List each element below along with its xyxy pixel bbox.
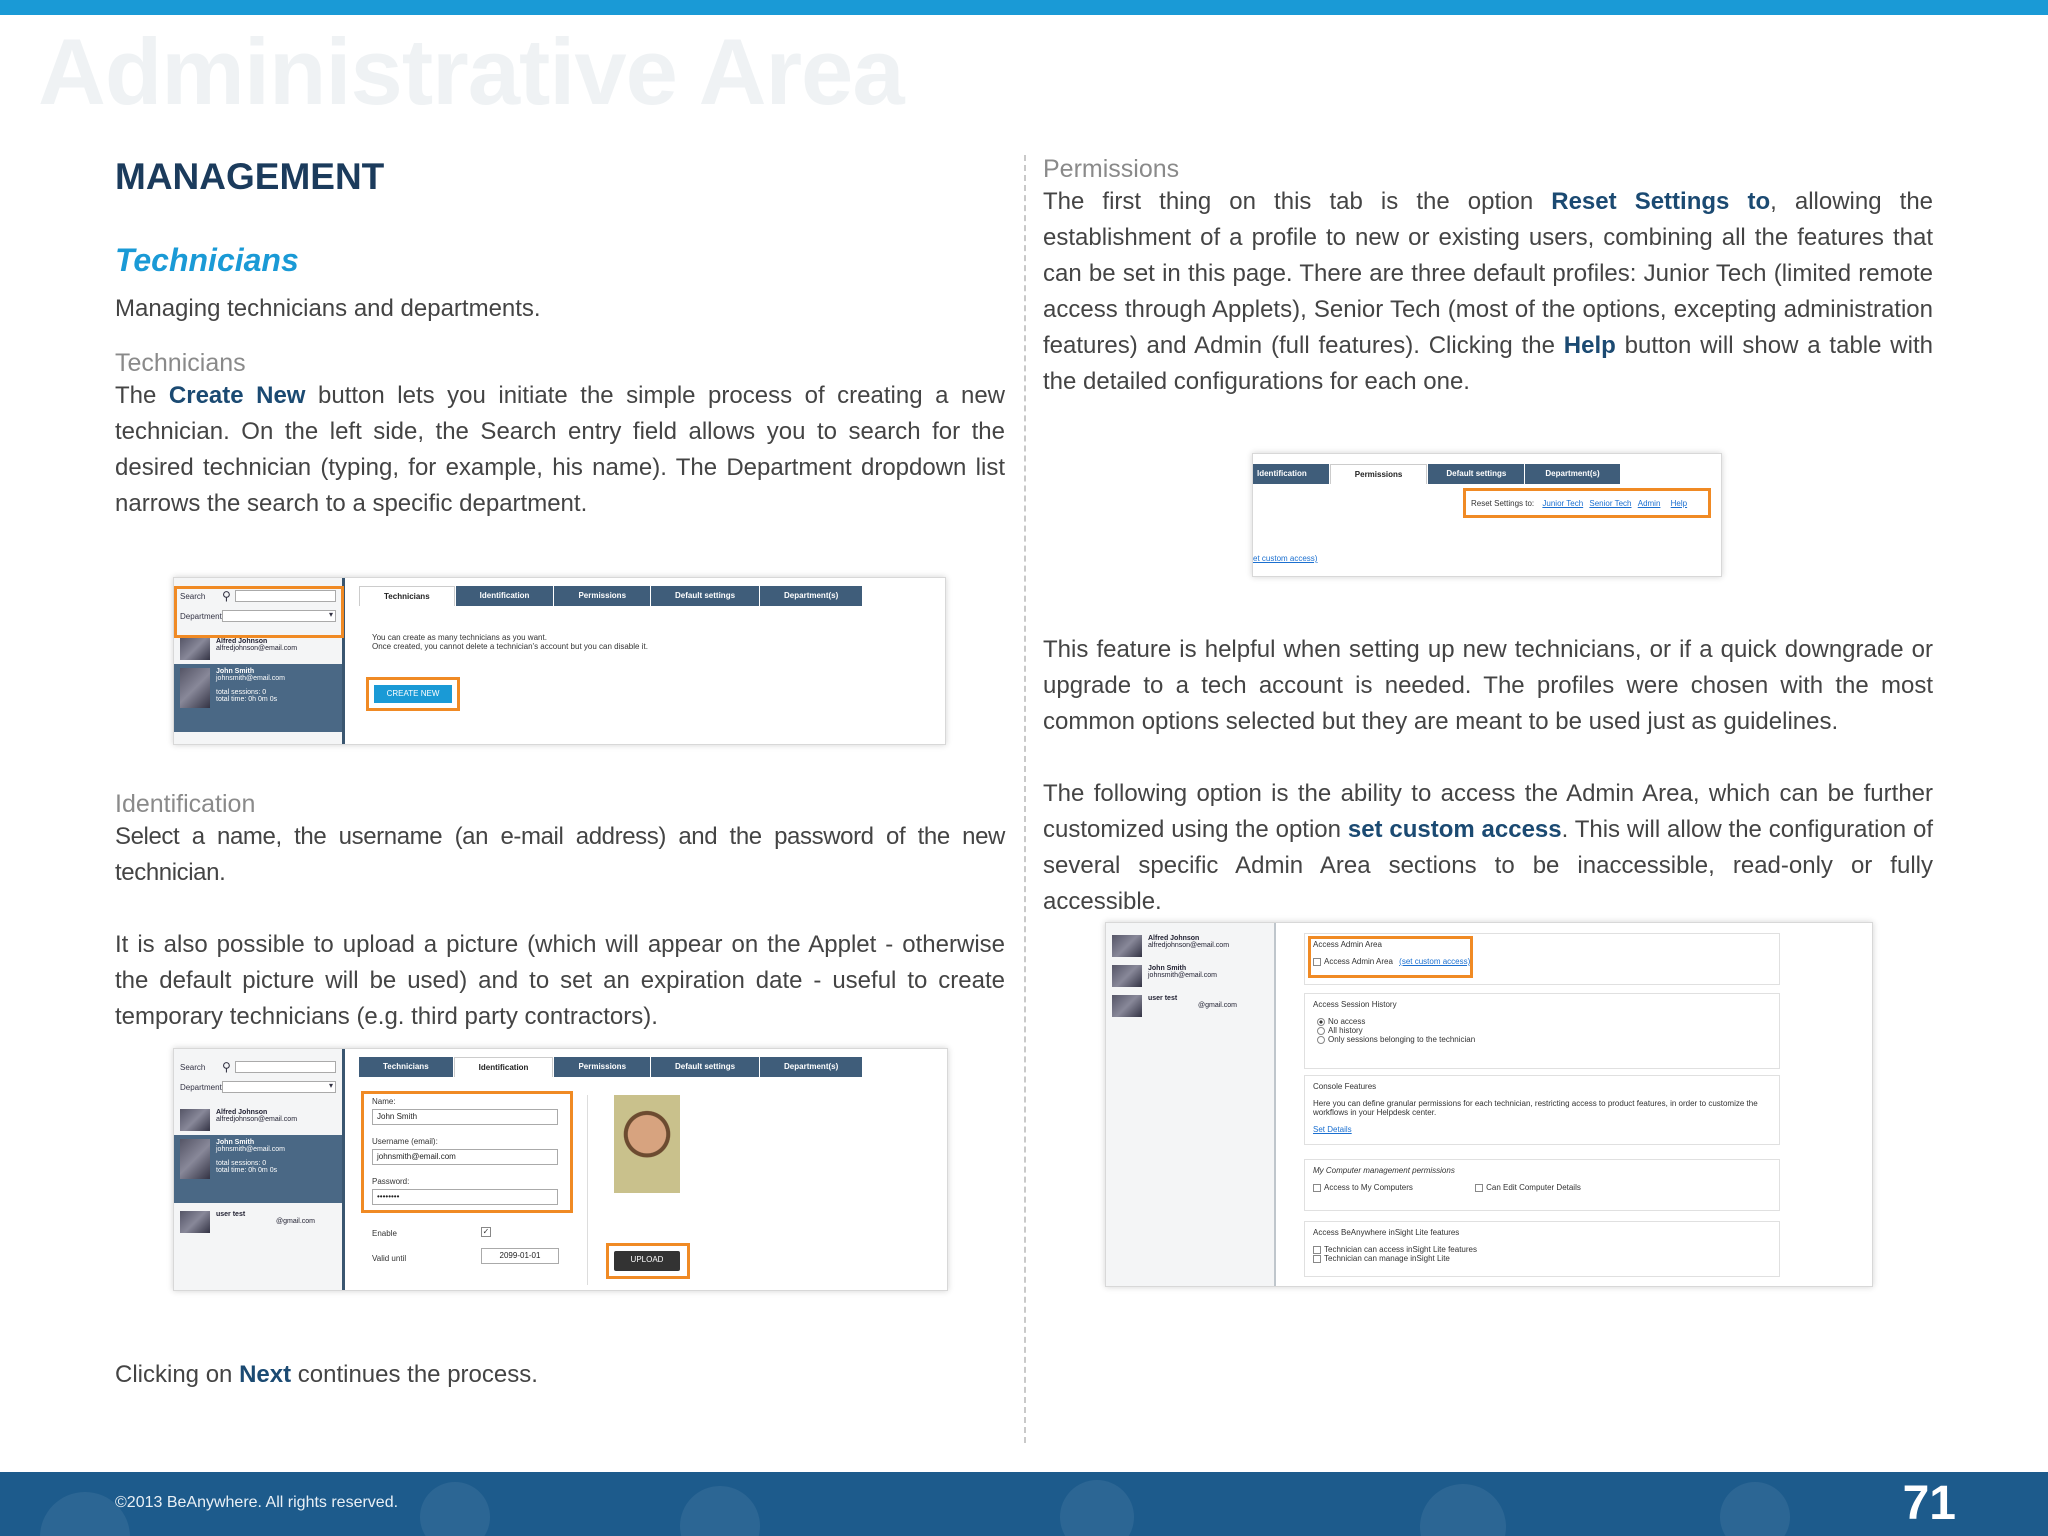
identification-tab-screenshot bbox=[173, 1048, 948, 1291]
user-time: total time: 0h 0m 0s bbox=[216, 1167, 278, 1174]
tab-default-settings[interactable]: Default settings bbox=[651, 586, 759, 606]
user-info bbox=[216, 1211, 315, 1233]
tab-identification[interactable]: Identification bbox=[456, 586, 554, 606]
identification-paragraph-2: It is also possible to upload a picture (which will appear on the Applet - otherwise the default picture will be used) and to set an expiration date - useful to create temporary technicians (e.g. third party contractors). bbox=[115, 931, 1005, 1030]
search-highlight bbox=[174, 586, 344, 638]
department-label: Department bbox=[180, 1082, 222, 1092]
edit-computer-details-checkbox[interactable] bbox=[1475, 1184, 1483, 1192]
top-accent-bar bbox=[0, 0, 2048, 15]
search-label: Search bbox=[180, 591, 206, 601]
valid-until-label: Valid until bbox=[372, 1254, 407, 1263]
tab-technicians[interactable]: Technicians bbox=[359, 1057, 453, 1077]
valid-until-field[interactable]: 2099-01-01 bbox=[481, 1248, 559, 1264]
access-my-computers-checkbox[interactable] bbox=[1313, 1184, 1321, 1192]
tab-bar bbox=[1253, 464, 1621, 484]
set-custom-access-term: set custom access bbox=[1347, 816, 1562, 843]
list-item[interactable] bbox=[1106, 991, 1274, 1021]
user-sessions: total sessions: 0 bbox=[216, 1160, 267, 1167]
user-email: @gmail.com bbox=[1198, 1002, 1238, 1009]
user-info bbox=[216, 1109, 297, 1131]
user-info bbox=[1148, 995, 1237, 1017]
permissions-paragraph-2: This feature is helpful when setting up new technicians, or if a quick downgrade or upgrade to a tech account is needed. The profiles were chosen with the most common options selected but they are meant to be used just as guidelines. bbox=[1043, 636, 1933, 735]
tab-bar bbox=[359, 586, 863, 606]
insight-manage-checkbox[interactable] bbox=[1313, 1255, 1321, 1263]
enable-label: Enable bbox=[372, 1229, 397, 1238]
text-run: The bbox=[115, 382, 169, 409]
avatar bbox=[180, 638, 210, 660]
avatar bbox=[180, 1211, 210, 1233]
user-sessions: total sessions: 0 bbox=[216, 689, 267, 696]
tab-identification[interactable]: Identification bbox=[1253, 464, 1329, 484]
admin-area-highlight bbox=[1308, 936, 1473, 978]
text-run: . This will allow the configuration of several specific Admin Area sections to be inaccessible, read-only or fully accessible. bbox=[1043, 816, 1934, 915]
chevron-down-icon: ▾ bbox=[328, 1081, 333, 1090]
radio-label: No access bbox=[1328, 1017, 1366, 1026]
help-link[interactable]: Help bbox=[1670, 499, 1688, 508]
search-input[interactable] bbox=[235, 1061, 336, 1073]
text-run: , allowing the establishment of a profile to new or existing users, combining all the features that can be set in this page. There are three default profiles: Junior Tech (limited remote access through Applets), Senior Tech (most of the options, excepting administration features) and Admin (full features). Clicking the bbox=[1043, 188, 1934, 359]
reset-settings-screenshot bbox=[1252, 453, 1722, 577]
page-watermark-title: Administrative Area bbox=[38, 19, 904, 124]
user-email: @gmail.com bbox=[276, 1218, 316, 1225]
user-name: John Smith bbox=[1148, 965, 1187, 972]
checkbox-label: Access Admin Area bbox=[1324, 957, 1393, 966]
user-name: John Smith bbox=[216, 1139, 255, 1146]
user-email: johnsmith@email.com bbox=[216, 1146, 285, 1153]
history-options bbox=[1317, 1017, 1771, 1044]
checkbox-label: Technician can access inSight Lite features bbox=[1324, 1245, 1477, 1254]
username-field[interactable]: johnsmith@email.com bbox=[372, 1149, 558, 1165]
username-label: Username (email): bbox=[372, 1137, 438, 1146]
radio-own-sessions[interactable] bbox=[1317, 1036, 1325, 1044]
password-field[interactable]: •••••••• bbox=[372, 1189, 558, 1205]
tab-technicians[interactable]: Technicians bbox=[359, 586, 455, 606]
list-item[interactable] bbox=[174, 1105, 342, 1135]
section-title: MANAGEMENT bbox=[115, 156, 385, 197]
form-divider bbox=[587, 1095, 588, 1285]
tab-permissions[interactable]: Permissions bbox=[1330, 464, 1428, 484]
user-time: total time: 0h 0m 0s bbox=[216, 696, 278, 703]
department-select[interactable] bbox=[222, 1081, 336, 1093]
set-custom-access-link[interactable]: et custom access) bbox=[1253, 554, 1318, 563]
user-info bbox=[216, 1139, 285, 1199]
permissions-paragraph-3 bbox=[1043, 776, 1933, 920]
subsection-title: Technicians bbox=[115, 242, 299, 278]
text-run: continues the process. bbox=[291, 1361, 538, 1388]
user-email: johnsmith@email.com bbox=[1148, 972, 1217, 979]
technician-photo bbox=[614, 1095, 680, 1193]
text-run: button will show a table with the detailed configurations for each one. bbox=[1043, 332, 1933, 395]
technician-list-panel bbox=[174, 1049, 345, 1290]
checkbox-label: Can Edit Computer Details bbox=[1486, 1183, 1581, 1192]
reset-settings-term: Reset Settings to bbox=[1551, 188, 1771, 215]
user-name: Alfred Johnson bbox=[1148, 935, 1200, 942]
info-line: You can create as many technicians as you want. bbox=[372, 633, 547, 642]
list-item-selected[interactable] bbox=[174, 664, 342, 732]
search-icon: ⚲ bbox=[222, 1060, 231, 1074]
footer-decoration-icon bbox=[680, 1486, 760, 1536]
copyright-text: ©2013 BeAnywhere. All rights reserved. bbox=[115, 1494, 399, 1511]
tab-departments[interactable]: Department(s) bbox=[1525, 464, 1619, 484]
text-run: The first thing on this tab is the option bbox=[1043, 188, 1552, 215]
console-features-group bbox=[1304, 1075, 1780, 1145]
technician-list-panel bbox=[1106, 923, 1276, 1286]
tab-permissions[interactable]: Permissions bbox=[554, 586, 650, 606]
create-new-button[interactable]: CREATE NEW bbox=[374, 685, 452, 703]
radio-label: Only sessions belonging to the technician bbox=[1328, 1035, 1476, 1044]
list-item[interactable] bbox=[174, 634, 342, 664]
set-details-link[interactable]: Set Details bbox=[1313, 1125, 1352, 1134]
text-run: The following option is the ability to access the Admin Area, which can be further customized using the option bbox=[1043, 780, 1933, 843]
list-item[interactable] bbox=[174, 1207, 342, 1237]
page-number: 71 bbox=[1902, 1477, 1956, 1530]
intro-paragraph: Managing technicians and departments. bbox=[115, 295, 541, 322]
radio-no-access[interactable] bbox=[1317, 1018, 1325, 1026]
next-term: Next bbox=[239, 1361, 292, 1388]
user-name: John Smith bbox=[216, 668, 255, 675]
user-email: alfredjohnson@email.com bbox=[1148, 942, 1230, 949]
name-label: Name: bbox=[372, 1097, 396, 1106]
admin-area-permissions-screenshot bbox=[1105, 922, 1873, 1287]
info-text bbox=[372, 633, 648, 651]
user-info bbox=[1148, 965, 1217, 987]
user-email: alfredjohnson@email.com bbox=[216, 645, 298, 652]
user-info bbox=[1148, 935, 1229, 957]
create-new-term: Create New bbox=[168, 382, 306, 409]
avatar bbox=[180, 1139, 210, 1179]
tab-departments[interactable]: Department(s) bbox=[760, 586, 862, 606]
radio-all-history[interactable] bbox=[1317, 1027, 1325, 1035]
department-label: Department bbox=[180, 611, 222, 621]
info-line: Once created, you cannot delete a technician's account but you can disable it. bbox=[372, 642, 648, 651]
technicians-tab-screenshot bbox=[173, 577, 946, 745]
tab-departments[interactable]: Department(s) bbox=[760, 1057, 862, 1077]
create-new-highlight bbox=[366, 677, 460, 711]
avatar bbox=[180, 668, 210, 708]
upload-button[interactable]: UPLOAD bbox=[614, 1251, 680, 1271]
user-name: Alfred Johnson bbox=[216, 638, 268, 645]
user-name: user test bbox=[216, 1211, 246, 1218]
technicians-paragraph bbox=[115, 378, 1005, 522]
upload-highlight bbox=[606, 1243, 690, 1279]
group-title: Access BeAnywhere inSight Lite features bbox=[1313, 1228, 1460, 1237]
senior-tech-link[interactable]: Senior Tech bbox=[1589, 499, 1632, 508]
text-run: Clicking on bbox=[115, 1361, 240, 1388]
console-description: Here you can define granular permissions for each technician, restricting access to product features, in order to customize the workflows in your Helpdesk center. bbox=[1313, 1099, 1758, 1117]
session-history-group bbox=[1304, 993, 1780, 1069]
radio-label: All history bbox=[1328, 1026, 1363, 1035]
list-item[interactable] bbox=[1106, 931, 1274, 961]
search-icon: ⚲ bbox=[222, 589, 231, 603]
password-label: Password: bbox=[372, 1177, 410, 1186]
tab-permissions[interactable]: Permissions bbox=[554, 1057, 650, 1077]
set-custom-access-link[interactable]: (set custom access) bbox=[1399, 957, 1471, 966]
enable-checkbox[interactable]: ✓ bbox=[482, 1227, 490, 1236]
user-info bbox=[216, 638, 297, 660]
column-divider bbox=[1024, 155, 1026, 1443]
search-label: Search bbox=[180, 1062, 206, 1072]
identification-paragraph-1: Select a name, the username (an e-mail address) and the password of the new technician. bbox=[115, 823, 1005, 886]
footer-decoration-icon bbox=[1420, 1484, 1506, 1536]
group-title: Access Admin Area bbox=[1313, 940, 1382, 949]
group-title: Access Session History bbox=[1313, 1000, 1397, 1009]
tab-identification[interactable]: Identification bbox=[454, 1057, 554, 1077]
insight-lite-group bbox=[1304, 1221, 1780, 1277]
avatar bbox=[1112, 965, 1142, 987]
user-name: user test bbox=[1148, 995, 1178, 1002]
name-field[interactable]: John Smith bbox=[372, 1109, 558, 1125]
identification-heading: Identification bbox=[115, 790, 256, 818]
tab-default-settings[interactable]: Default settings bbox=[651, 1057, 759, 1077]
checkbox-label: Technician can manage inSight Lite bbox=[1324, 1254, 1450, 1263]
help-term: Help bbox=[1563, 332, 1616, 359]
list-item[interactable] bbox=[1106, 961, 1274, 991]
footer-decoration-icon bbox=[420, 1482, 490, 1536]
department-row bbox=[174, 1077, 342, 1097]
checkbox-label: Access to My Computers bbox=[1324, 1183, 1413, 1192]
tab-default-settings[interactable]: Default settings bbox=[1428, 464, 1524, 484]
user-email: johnsmith@email.com bbox=[216, 675, 285, 682]
closing-paragraph bbox=[115, 1357, 1005, 1393]
group-title: Console Features bbox=[1313, 1082, 1377, 1091]
avatar bbox=[180, 1109, 210, 1131]
user-name: Alfred Johnson bbox=[216, 1109, 268, 1116]
tab-bar bbox=[359, 1057, 863, 1077]
avatar bbox=[1112, 935, 1142, 957]
user-email: alfredjohnson@email.com bbox=[216, 1116, 298, 1123]
page-footer bbox=[0, 1472, 2048, 1536]
text-run: button lets you initiate the simple process of creating a new technician. On the left side, the Search entry field allows you to search for the desired technician (typing, for example, his name). The Department dropdown list narrows the search to a specific department. bbox=[115, 382, 1005, 517]
footer-decoration-icon bbox=[1060, 1480, 1134, 1536]
technicians-heading: Technicians bbox=[115, 349, 246, 377]
my-computer-group bbox=[1304, 1159, 1780, 1211]
search-row bbox=[174, 1057, 342, 1077]
group-title: My Computer management permissions bbox=[1313, 1166, 1455, 1175]
insight-access-checkbox[interactable] bbox=[1313, 1246, 1321, 1254]
admin-link[interactable]: Admin bbox=[1637, 499, 1661, 508]
junior-tech-link[interactable]: Junior Tech bbox=[1542, 499, 1584, 508]
avatar bbox=[1112, 995, 1142, 1017]
credentials-highlight bbox=[361, 1091, 573, 1213]
user-info bbox=[216, 668, 285, 728]
list-item-selected[interactable] bbox=[174, 1135, 342, 1203]
footer-decoration-icon bbox=[1720, 1482, 1790, 1536]
permissions-heading: Permissions bbox=[1043, 155, 1180, 183]
permissions-paragraph-1 bbox=[1043, 184, 1933, 400]
reset-settings-label: Reset Settings to: bbox=[1471, 499, 1535, 508]
chevron-down-icon: ▾ bbox=[328, 610, 333, 619]
reset-settings-highlight bbox=[1463, 488, 1711, 518]
